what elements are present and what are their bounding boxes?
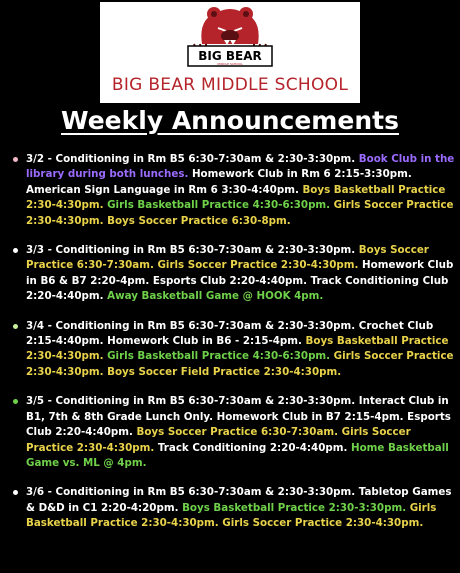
bullet-dot-icon bbox=[13, 490, 18, 495]
school-logo-banner bbox=[100, 2, 360, 103]
announcement-text-segment: 3/6 - Conditioning in Rm B5 6:30-7:30am & 2:30-3:30pm. Tabletop Games & D&D in C1 2:20-4:20pm. bbox=[26, 486, 452, 514]
announcement-text-segment: 3/2 - Conditioning in Rm B5 6:30-7:30am & 2:30-3:30pm. bbox=[26, 153, 359, 165]
announcement-text-segment: Girls Soccer Practice 2:30-4:30pm. bbox=[218, 517, 424, 530]
announcement-text-segment: Home Basketball Game vs. ML @ 4pm. bbox=[26, 441, 449, 469]
announcement-item bbox=[10, 152, 456, 229]
announcement-text-segment: 3/4 - Conditioning in Rm B5 6:30-7:30am & 2:30-3:30pm. Crochet Club 2:15-4:40pm. Homework Club in B6 - 2:15-4pm. bbox=[26, 319, 434, 348]
announcement-text-segment: Boys Basketball Practice 2:30-4:30pm. bbox=[26, 335, 449, 363]
announcement-text-segment: Girls Soccer Practice 2:30-4:30pm. Boys Soccer Field Practice 2:30-4:30pm. bbox=[26, 350, 454, 378]
page-title: Weekly Announcements bbox=[61, 106, 399, 135]
announcement-text-segment: Boys Soccer Practice 6:30-7:30am. Girls Soccer Practice 2:30-4:30pm. bbox=[26, 244, 429, 272]
bullet-dot-icon bbox=[13, 248, 18, 253]
announcement-text-segment: Girls Basketball Practice 4:30-6:30pm. bbox=[103, 199, 331, 212]
announcement-item bbox=[10, 243, 456, 305]
announcement-text-segment: Boys Basketball Practice 2:30-3:30pm. bbox=[182, 501, 407, 514]
announcement-text-segment: Homework Club in B6 & B7 2:20-4pm. Esports Club 2:20-4:40pm. Track Conditioning Club 2:20-4:40pm. bbox=[26, 259, 454, 303]
announcements-list bbox=[10, 152, 456, 546]
school-name: BIG BEAR MIDDLE SCHOOL bbox=[111, 75, 349, 95]
bullet-dot-icon bbox=[13, 324, 18, 329]
bullet-dot-icon bbox=[13, 399, 18, 404]
announcement-text-segment: Boys Basketball Practice 2:30-4:30pm. bbox=[26, 183, 446, 212]
bullet-dot-icon bbox=[13, 157, 18, 162]
announcement-text-segment: Girls Basketball Practice 2:30-4:30pm. bbox=[26, 501, 437, 530]
announcement-text-segment: 3/3 - Conditioning in Rm B5 6:30-7:30am & 2:30-3:30pm. bbox=[26, 244, 359, 257]
announcement-text-segment: Homework Club in Rm 6 2:15-3:30pm. American Sign Language in Rm 6 3:30-4:40pm. bbox=[26, 168, 412, 196]
announcement-item bbox=[10, 394, 456, 471]
bear-mascot-logo bbox=[180, 4, 280, 70]
announcement-item bbox=[10, 485, 456, 531]
announcement-text-segment: Girls Soccer Practice 2:30-4:30pm. Boys Soccer Practice 6:30-8pm. bbox=[26, 199, 454, 227]
announcement-text-segment: 3/5 - Conditioning in Rm B5 6:30-7:30am & 2:30-3:30pm. Interact Club in B1, 7th & 8th Grade Lunch Only. Homework Club in B7 2:15-4pm. Esports Club 2:20-4:40pm. bbox=[26, 395, 451, 439]
announcement-item bbox=[10, 319, 456, 381]
announcement-text-segment: Girls Basketball Practice 4:30-6:30pm. bbox=[103, 350, 331, 363]
announcement-text-segment: Track Conditioning 2:20-4:40pm. bbox=[154, 441, 351, 454]
logo-wordmark-sub: MIDDLE SCHOOL bbox=[217, 62, 243, 66]
announcement-text-segment: Book Club in the library during both lunches. bbox=[26, 153, 455, 181]
announcement-text-segment: Boys Soccer Practice 6:30-7:30am. Girls Soccer Practice 2:30-4:30pm. bbox=[26, 426, 411, 454]
logo-wordmark: BIG BEAR bbox=[198, 49, 262, 63]
announcement-text-segment: Away Basketball Game @ HOOK 4pm. bbox=[107, 290, 324, 303]
